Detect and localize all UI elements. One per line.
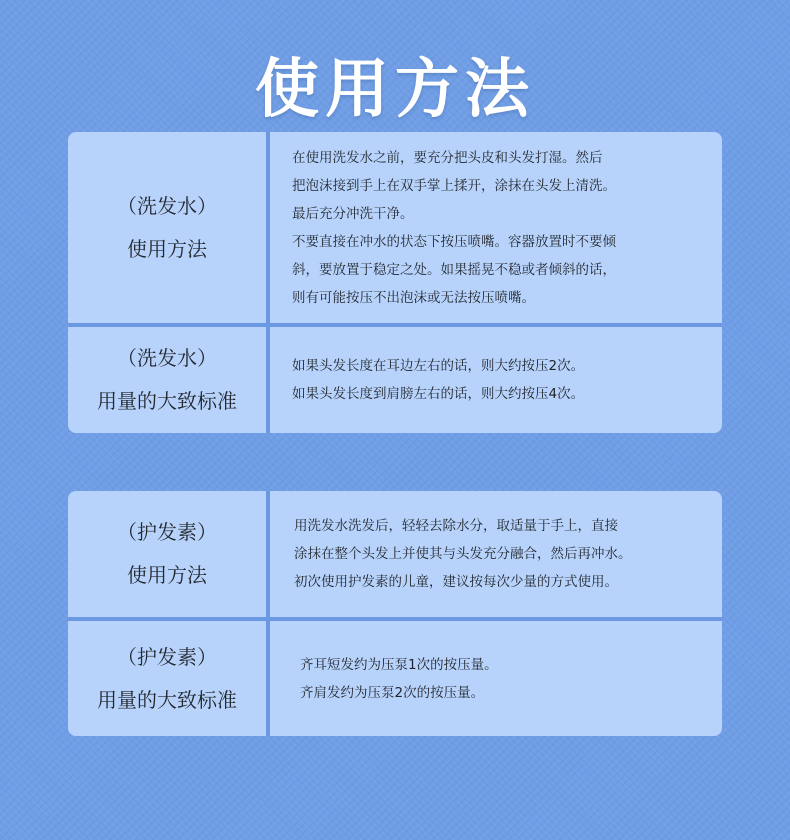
shampoo-table <box>68 132 722 433</box>
shampoo-dosage-text <box>270 327 722 433</box>
text-line: 如果头发长度到肩膀左右的话，则大约按压4次。 <box>292 386 585 402</box>
conditioner-dosage-product: （护发素） <box>117 644 217 669</box>
text-line: 涂抹在整个头发上并使其与头发充分融合，然后再冲水。 <box>294 546 632 562</box>
shampoo-dosage-label <box>68 327 266 433</box>
conditioner-usage-text <box>270 491 722 617</box>
text-line: 把泡沫接到手上在双手掌上揉开，涂抹在头发上清洗。 <box>292 177 616 194</box>
conditioner-usage-product: （护发素） <box>117 520 217 544</box>
text-line: 齐肩发约为压泵2次的按压量。 <box>300 684 485 701</box>
shampoo-usage-heading: 使用方法 <box>127 236 207 261</box>
shampoo-usage-product: （洗发水） <box>117 193 217 218</box>
text-line: 斜，要放置于稳定之处。如果摇晃不稳或者倾斜的话， <box>292 261 616 278</box>
text-line: 用洗发水洗发后，轻轻去除水分，取适量于手上，直接 <box>294 518 618 534</box>
shampoo-dosage-product: （洗发水） <box>117 346 217 370</box>
text-line: 最后充分冲洗干净。 <box>292 205 414 222</box>
shampoo-dosage-heading: 用量的大致标准 <box>97 389 237 413</box>
conditioner-table <box>68 491 722 736</box>
text-line: 不要直接在冲水的状态下按压喷嘴。容器放置时不要倾 <box>292 233 616 250</box>
conditioner-usage-heading: 使用方法 <box>127 563 207 587</box>
text-line: 初次使用护发素的儿童，建议按每次少量的方式使用。 <box>294 574 618 590</box>
text-line: 如果头发长度在耳边左右的话，则大约按压2次。 <box>292 358 585 374</box>
text-line: 则有可能按压不出泡沫或无法按压喷嘴。 <box>292 289 535 306</box>
text-line: 在使用洗发水之前，要充分把头皮和头发打湿。然后 <box>292 149 603 166</box>
conditioner-usage-label <box>68 491 266 617</box>
shampoo-usage-label <box>68 132 266 323</box>
shampoo-usage-text <box>270 132 722 323</box>
page-title: 使用方法 <box>255 53 535 127</box>
conditioner-dosage-text <box>270 621 722 736</box>
conditioner-dosage-heading: 用量的大致标准 <box>97 687 237 712</box>
text-line: 齐耳短发约为压泵1次的按压量。 <box>300 656 498 673</box>
conditioner-dosage-label <box>68 621 266 736</box>
